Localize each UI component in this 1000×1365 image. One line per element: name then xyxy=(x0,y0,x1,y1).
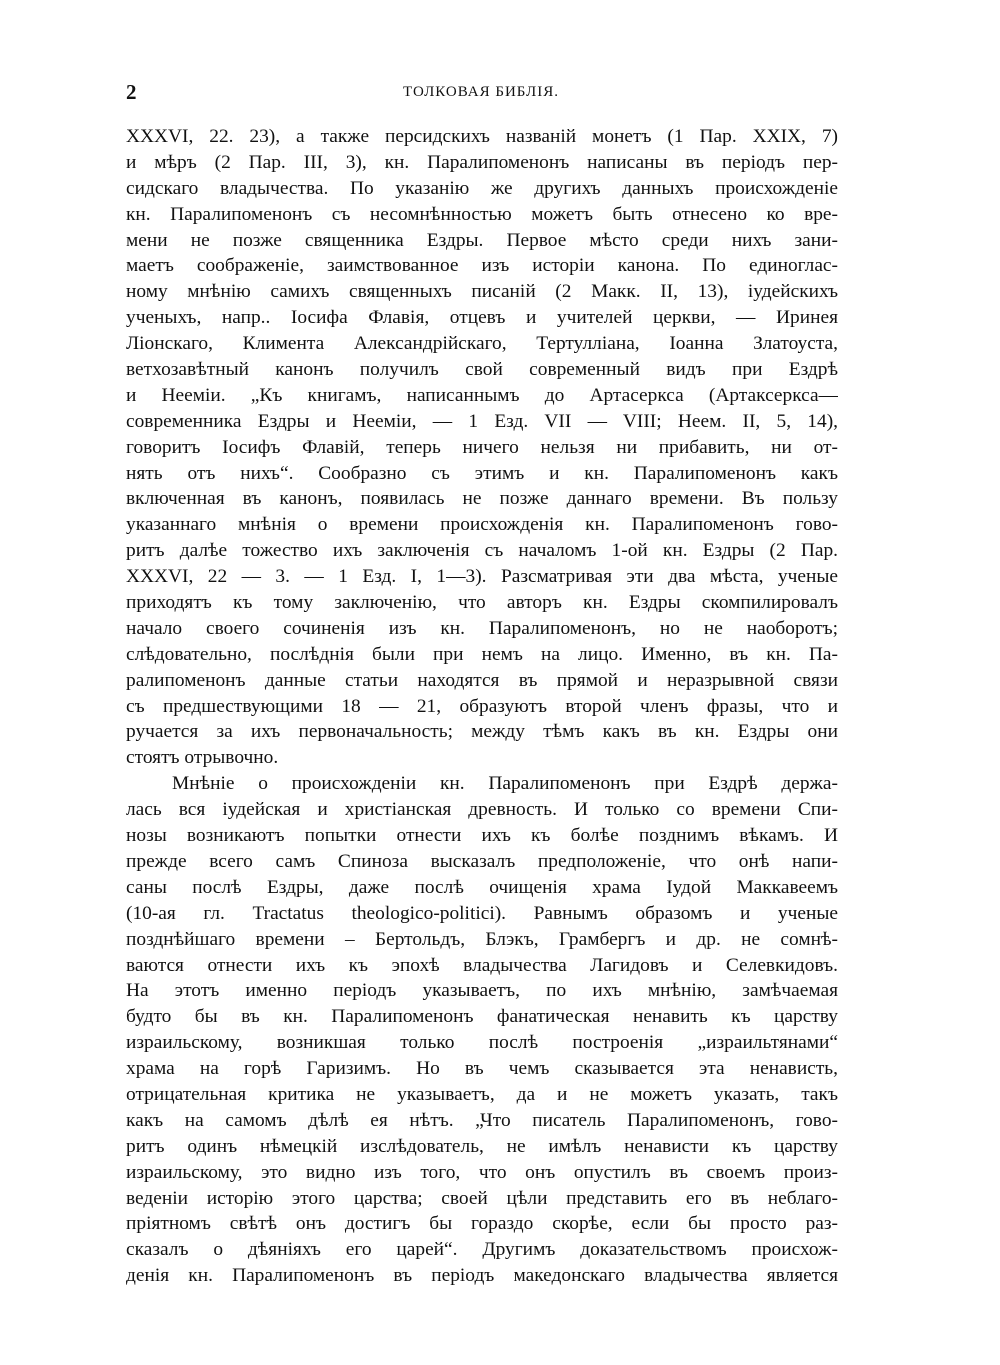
text-line: современника Ездры и Нееміи, — 1 Езд. VII — VIII; Неем. II, 5, 14), xyxy=(126,410,838,432)
text-line: израильскому, возникшая только послѣ построенія „израильтянами“ xyxy=(126,1032,838,1054)
text-line: ученыхъ, напр.. Іосифа Флавія, отцевъ и учителей церкви, — Иринея xyxy=(126,307,838,329)
text-line: съ предшествующими 18 — 21, образуютъ второй членъ фразы, что и xyxy=(126,695,838,717)
text-line: прежде всего самъ Спиноза высказалъ предположеніе, что онѣ напи- xyxy=(126,850,838,872)
paragraph-start-line: Мнѣніе о происхожденіи кн. Паралипоменонъ при Ездрѣ держа- xyxy=(172,773,838,795)
text-line: говоритъ Іосифъ Флавій, теперь ничего нельзя ни прибавить, ни от- xyxy=(126,436,838,458)
text-line: денія кн. Паралипоменонъ въ періодъ македонскаго владычества является xyxy=(126,1265,838,1287)
text-line: ваются отнести ихъ къ эпохѣ владычества Лагидовъ и Селевкидовъ. xyxy=(126,954,838,976)
text-line: нять отъ нихъ“. Сообразно съ этимъ и кн. Паралипоменонъ какъ xyxy=(126,462,838,484)
text-line: начало своего сочиненія изъ кн. Паралипоменонъ, но не наоборотъ; xyxy=(126,617,838,639)
running-title: ТОЛКОВАЯ БИБЛІЯ. xyxy=(403,84,559,100)
page-header xyxy=(126,80,836,110)
text-line: Ліонскаго, Климента Александрійскаго, Тертулліана, Іоанна Златоуста, xyxy=(126,333,838,355)
text-line: какъ на самомъ дѣлѣ ея нѣтъ. „Что писатель Паралипоменонъ, гово- xyxy=(126,1109,838,1131)
body-text xyxy=(126,124,838,1289)
text-line: XXXVI, 22 — 3. — 1 Езд. I, 1—3). Разсматривая эти два мѣста, ученые xyxy=(126,566,838,588)
text-line: лась вся іудейская и христіанская древность. И только со времени Спи- xyxy=(126,799,838,821)
text-line: маетъ соображеніе, заимствованное изъ исторіи канона. По единоглас- xyxy=(126,255,838,277)
text-line: саны послѣ Ездры, даже послѣ очищенія храма Іудой Маккавеемъ xyxy=(126,876,838,898)
text-line: приходятъ къ тому заключенію, что авторъ кн. Ездры скомпилировалъ xyxy=(126,592,838,614)
text-line: мени не позже священника Ездры. Первое мѣсто среди нихъ зани- xyxy=(126,229,838,251)
text-line: ритъ далѣе тожество ихъ заключенія съ началомъ 1-ой кн. Ездры (2 Пар. xyxy=(126,540,838,562)
paragraph-end-line: стоятъ отрывочно. xyxy=(126,747,279,769)
text-line: слѣдовательно, послѣднія были при немъ на лицо. Именно, въ кн. Па- xyxy=(126,643,838,665)
text-line: ралипоменонъ данные статьи находятся въ прямой и неразрывной связи xyxy=(126,669,838,691)
text-line: кн. Паралипоменонъ съ несомнѣнностью можетъ быть отнесено ко вре- xyxy=(126,203,838,225)
text-line: веденіи исторію этого царства; своей цѣли представить его въ неблаго- xyxy=(126,1187,838,1209)
text-line: включенная въ канонъ, появилась не позже даннаго времени. Въ пользу xyxy=(126,488,838,510)
text-line: XXXVI, 22. 23), а также персидскихъ названій монетъ (1 Пар. XXIX, 7) xyxy=(126,126,838,147)
text-line: и мѣръ (2 Пар. III, 3), кн. Паралипоменонъ написаны въ періодъ пер- xyxy=(126,151,838,173)
text-line: ному мнѣнію самихъ священныхъ писаній (2 Макк. II, 13), іудейскихъ xyxy=(126,281,838,303)
text-line: указаннаго мнѣнія о времени происхожденія кн. Паралипоменонъ гово- xyxy=(126,514,838,536)
text-line: отрицательная критика не указываетъ, да и не можетъ указать, такъ xyxy=(126,1083,838,1105)
text-line: нозы возникаютъ попытки отнести ихъ къ болѣе позднимъ вѣкамъ. И xyxy=(126,825,838,847)
text-line: сказалъ о дѣяніяхъ его царей“. Другимъ доказательствомъ происхож- xyxy=(126,1239,838,1261)
page-number: 2 xyxy=(126,80,137,104)
text-line: сидскаго владычества. По указанію же другихъ данныхъ происхожденіе xyxy=(126,177,838,199)
text-line: ритъ одинъ нѣмецкій изслѣдователь, не имѣлъ ненависти къ царству xyxy=(126,1135,838,1157)
text-line: и Нееміи. „Къ книгамъ, написаннымъ до Артасеркса (Артаксеркса— xyxy=(126,384,838,406)
text-line: ветхозавѣтный канонъ получилъ свой современный видъ при Ездрѣ xyxy=(126,359,838,381)
text-line: будто бы въ кн. Паралипоменонъ фанатическая ненавить къ царству xyxy=(126,1006,838,1028)
text-line: израильскому, это видно изъ того, что онъ опустилъ въ своемъ произ- xyxy=(126,1161,838,1183)
text-line: храма на горѣ Гаризимъ. Но въ чемъ сказывается эта ненависть, xyxy=(126,1058,838,1080)
text-line: ручается за ихъ первоначальность; между тѣмъ какъ въ кн. Ездры они xyxy=(126,721,838,743)
text-line: На этотъ именно періодъ указываетъ, по ихъ мнѣнію, замѣчаемая xyxy=(126,980,838,1002)
text-line: (10-ая гл. Tractatus theologico-politici). Равнымъ образомъ и ученые xyxy=(126,902,838,924)
text-line: позднѣйшаго времени – Бертольдъ, Блэкъ, Грамбергъ и др. не сомнѣ- xyxy=(126,928,838,950)
text-line: пріятномъ свѣтѣ онъ достигъ бы гораздо скорѣе, если бы просто раз- xyxy=(126,1213,838,1235)
